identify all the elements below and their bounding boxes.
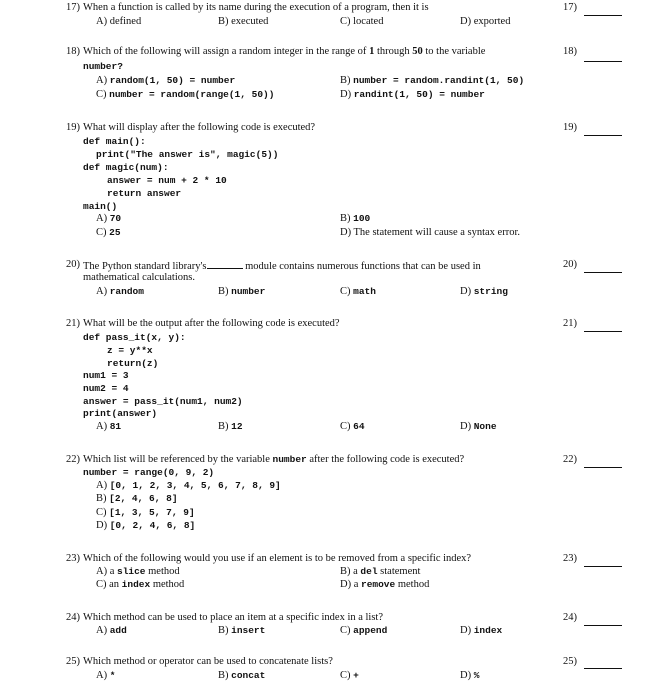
question-number: 20)	[66, 259, 80, 270]
option-b: B) number	[218, 286, 266, 297]
option-d: D) string	[460, 286, 508, 297]
option-d: D) exported	[460, 16, 511, 27]
answer-blank[interactable]	[584, 566, 622, 567]
side-number: 19)	[563, 122, 577, 133]
question-text-line2: number?	[83, 61, 123, 72]
option-d: D) %	[460, 670, 480, 681]
question-number: 24)	[66, 612, 80, 623]
option-d: D) The statement will cause a syntax error.	[340, 227, 520, 238]
option-a: A) *	[96, 670, 116, 681]
question-text: Which of the following will assign a random integer in the range of 1 through 50 to the variable	[83, 46, 486, 57]
option-d: D) a remove method	[340, 579, 430, 590]
question-number: 22)	[66, 454, 80, 465]
answer-blank[interactable]	[584, 625, 622, 626]
side-number: 25)	[563, 656, 577, 667]
answer-blank[interactable]	[584, 331, 622, 332]
option-b: B) insert	[218, 625, 266, 636]
option-a: A) 81	[96, 421, 122, 432]
code-line: number = range(0, 9, 2)	[83, 467, 215, 478]
code-line: print(answer)	[83, 408, 158, 419]
side-number: 20)	[563, 259, 577, 270]
option-c: C) number = random(range(1, 50))	[96, 89, 275, 100]
option-a: A) random	[96, 286, 144, 297]
answer-blank[interactable]	[584, 467, 622, 468]
question-number: 21)	[66, 318, 80, 329]
code-line: print("The answer is", magic(5))	[96, 149, 279, 160]
option-b: B) executed	[218, 16, 269, 27]
code-line: def main():	[83, 136, 146, 147]
option-d: D) None	[460, 421, 497, 432]
option-c: C) +	[340, 670, 359, 681]
question-number: 17)	[66, 2, 80, 13]
option-a: A) 70	[96, 213, 122, 224]
question-text: Which list will be referenced by the variable number after the following code is executed?	[83, 454, 465, 465]
answer-blank[interactable]	[584, 135, 622, 136]
side-number: 22)	[563, 454, 577, 465]
option-d: D) [0, 2, 4, 6, 8]	[96, 520, 196, 531]
answer-blank[interactable]	[584, 668, 622, 669]
option-c: C) [1, 3, 5, 7, 9]	[96, 507, 195, 518]
option-d: D) randint(1, 50) = number	[340, 89, 485, 100]
question-text-line2: mathematical calculations.	[83, 272, 195, 283]
question-number: 25)	[66, 656, 80, 667]
option-c: C) 64	[340, 421, 365, 432]
code-line: z = y**x	[107, 345, 153, 356]
code-line: answer = pass_it(num1, num2)	[83, 396, 243, 407]
option-c: C) math	[340, 286, 376, 297]
question-number: 19)	[66, 122, 80, 133]
option-d: D) index	[460, 625, 503, 636]
option-b: B) 100	[340, 213, 371, 224]
side-number: 24)	[563, 612, 577, 623]
option-b: B) 12	[218, 421, 243, 432]
question-number: 23)	[66, 553, 80, 564]
answer-blank[interactable]	[584, 61, 622, 62]
option-a: A) defined	[96, 16, 142, 27]
code-line: def magic(num):	[83, 162, 169, 173]
question-text: Which method can be used to place an item at a specific index in a list?	[83, 612, 384, 623]
option-a: A) random(1, 50) = number	[96, 75, 236, 86]
question-number: 18)	[66, 46, 80, 57]
code-line: num2 = 4	[83, 383, 129, 394]
question-text: What will display after the following code is executed?	[83, 122, 316, 133]
option-a: A) add	[96, 625, 127, 636]
fill-in-blank	[207, 259, 243, 269]
answer-blank[interactable]	[584, 15, 622, 16]
question-text: The Python standard library's module contains numerous functions that can be used in	[83, 261, 481, 272]
option-a: A) a slice method	[96, 566, 180, 577]
option-a: A) [0, 1, 2, 3, 4, 5, 6, 7, 8, 9]	[96, 480, 281, 491]
question-text: Which of the following would you use if an element is to be removed from a specific index?	[83, 553, 472, 564]
option-b: B) a del statement	[340, 566, 421, 577]
code-line: def pass_it(x, y):	[83, 332, 186, 343]
question-text: Which method or operator can be used to concatenate lists?	[83, 656, 333, 667]
option-c: C) append	[340, 625, 388, 636]
option-b: B) concat	[218, 670, 266, 681]
option-c: C) an index method	[96, 579, 185, 590]
side-number: 17)	[563, 2, 577, 13]
side-number: 21)	[563, 318, 577, 329]
question-text: What will be the output after the following code is executed?	[83, 318, 340, 329]
side-number: 23)	[563, 553, 577, 564]
code-line: answer = num + 2 * 10	[107, 175, 227, 186]
option-c: C) located	[340, 16, 384, 27]
option-b: B) [2, 4, 6, 8]	[96, 493, 178, 504]
answer-blank[interactable]	[584, 272, 622, 273]
question-text: When a function is called by its name during the execution of a program, then it is	[83, 2, 429, 13]
code-line: main()	[83, 201, 118, 212]
code-line: num1 = 3	[83, 370, 129, 381]
code-line: return answer	[107, 188, 182, 199]
option-c: C) 25	[96, 227, 121, 238]
side-number: 18)	[563, 46, 577, 57]
code-line: return(z)	[107, 358, 159, 369]
option-b: B) number = random.randint(1, 50)	[340, 75, 525, 86]
